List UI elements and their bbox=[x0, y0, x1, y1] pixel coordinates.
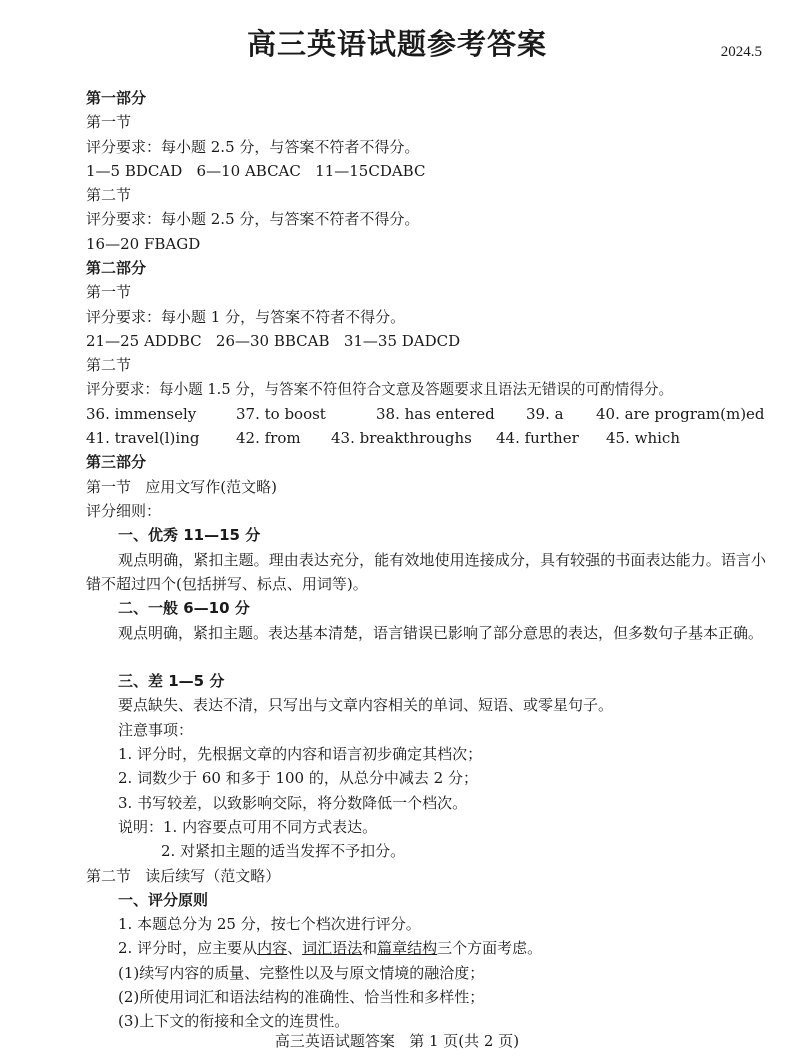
principle-1: 1. 本题总分为 25 分，按七个档次进行评分。 bbox=[118, 915, 421, 934]
level1-title: 一、优秀 11—15 分 bbox=[118, 526, 261, 545]
notes-label: 注意事项： bbox=[118, 720, 194, 739]
fill-answer: 45. which bbox=[606, 429, 680, 448]
level1-text: 观点明确，紧扣主题。理由表达充分，能有效地使用连接成分，具有较强的书面表达能力。语言小错不超过四个(包括拼写、标点、用词等)。 bbox=[86, 550, 766, 593]
principle-2-and: 和 bbox=[362, 939, 378, 958]
part1-section2-rule: 评分要求：每小题 2.5 分，与答案不符者不得分。 bbox=[86, 210, 420, 229]
fill-answer: 40. are program(m)ed bbox=[596, 404, 765, 423]
part1-heading: 第一部分 bbox=[86, 89, 147, 107]
fill-answer: 36. immensely bbox=[86, 404, 197, 423]
part3-heading: 第三部分 bbox=[86, 453, 147, 472]
part3-section1-heading: 第一节 应用文写作(范文略) bbox=[86, 477, 278, 496]
explanation-2: 2. 对紧扣主题的适当发挥不予扣分。 bbox=[161, 842, 406, 861]
fill-answer: 37. to boost bbox=[236, 404, 326, 423]
principle-2 bbox=[86, 936, 776, 960]
principle-2-tail: 三个方面考虑。 bbox=[437, 939, 543, 958]
aspect-item: (1)续写内容的质量、完整性以及与原文情境的融洽度； bbox=[118, 963, 485, 982]
exam-date: 2024.5 bbox=[720, 44, 762, 60]
page-footer: 高三英语试题答案 第 1 页(共 2 页) bbox=[274, 1032, 520, 1050]
part1-section1-heading: 第一节 bbox=[86, 113, 132, 132]
principle-2-text: 2. 评分时，应主要从 bbox=[118, 939, 258, 958]
criteria-label: 评分细则： bbox=[86, 502, 162, 521]
principle-title: 一、评分原则 bbox=[118, 890, 209, 909]
part1-section1-answers: 1—5 BDCAD 6—10 ABCAC 11—15CDABC bbox=[86, 161, 426, 180]
note-item: 1. 评分时，先根据文章的内容和语言初步确定其档次； bbox=[118, 745, 483, 764]
part1-section1-rule: 评分要求：每小题 2.5 分，与答案不符者不得分。 bbox=[86, 137, 420, 156]
explanation-1: 说明：1. 内容要点可用不同方式表达。 bbox=[118, 817, 378, 836]
principle-2-separator: 、 bbox=[287, 939, 303, 958]
fill-answers-row-1 bbox=[86, 402, 776, 426]
level2-title: 二、一般 6—10 分 bbox=[118, 599, 250, 618]
part2-section2-heading: 第二节 bbox=[86, 356, 132, 375]
fill-answer: 38. has entered bbox=[376, 404, 495, 423]
principle-2-vocab-grammar: 词汇语法 bbox=[302, 939, 363, 958]
fill-answer: 42. from bbox=[236, 429, 301, 448]
part2-section2-rule: 评分要求：每小题 1.5 分，与答案不符但符合文意及答题要求且语法无错误的可酌情得分。 bbox=[86, 380, 674, 398]
level3-text: 要点缺失、表达不清，只写出与文章内容相关的单词、短语、或零星句子。 bbox=[118, 696, 614, 715]
aspect-item: (2)所使用词汇和语法结构的准确性、恰当性和多样性； bbox=[118, 987, 485, 1006]
note-item: 3. 书写较差，以致影响交际，将分数降低一个档次。 bbox=[118, 793, 468, 812]
level3-title: 三、差 1—5 分 bbox=[118, 672, 225, 691]
principle-2-content: 内容 bbox=[257, 939, 288, 958]
part1-section2-heading: 第二节 bbox=[86, 186, 132, 205]
fill-answer: 43. breakthroughs bbox=[331, 429, 472, 448]
part3-section2-heading: 第二节 读后续写（范文略） bbox=[86, 866, 281, 885]
fill-answer: 39. a bbox=[526, 404, 564, 423]
page-title: 高三英语试题参考答案 bbox=[246, 27, 547, 61]
level2-text: 观点明确，紧扣主题。表达基本清楚，语言错误已影响了部分意思的表达，但多数句子基本正确。 bbox=[118, 623, 764, 642]
fill-answers-row-2 bbox=[86, 426, 776, 450]
part2-section1-rule: 评分要求：每小题 1 分，与答案不符者不得分。 bbox=[86, 307, 406, 326]
principle-2-structure: 篇章结构 bbox=[377, 939, 438, 958]
note-item: 2. 词数少于 60 和多于 100 的，从总分中减去 2 分； bbox=[118, 769, 478, 788]
part2-section1-answers: 21—25 ADDBC 26—30 BBCAB 31—35 DADCD bbox=[86, 331, 461, 350]
part2-heading: 第二部分 bbox=[86, 259, 147, 278]
aspect-item: (3)上下文的衔接和全文的连贯性。 bbox=[118, 1012, 350, 1031]
answer-content bbox=[86, 86, 776, 1034]
part2-section1-heading: 第一节 bbox=[86, 283, 132, 302]
part1-section2-answers: 16—20 FBAGD bbox=[86, 234, 201, 253]
fill-answer: 44. further bbox=[496, 429, 579, 448]
fill-answer: 41. travel(l)ing bbox=[86, 429, 200, 448]
